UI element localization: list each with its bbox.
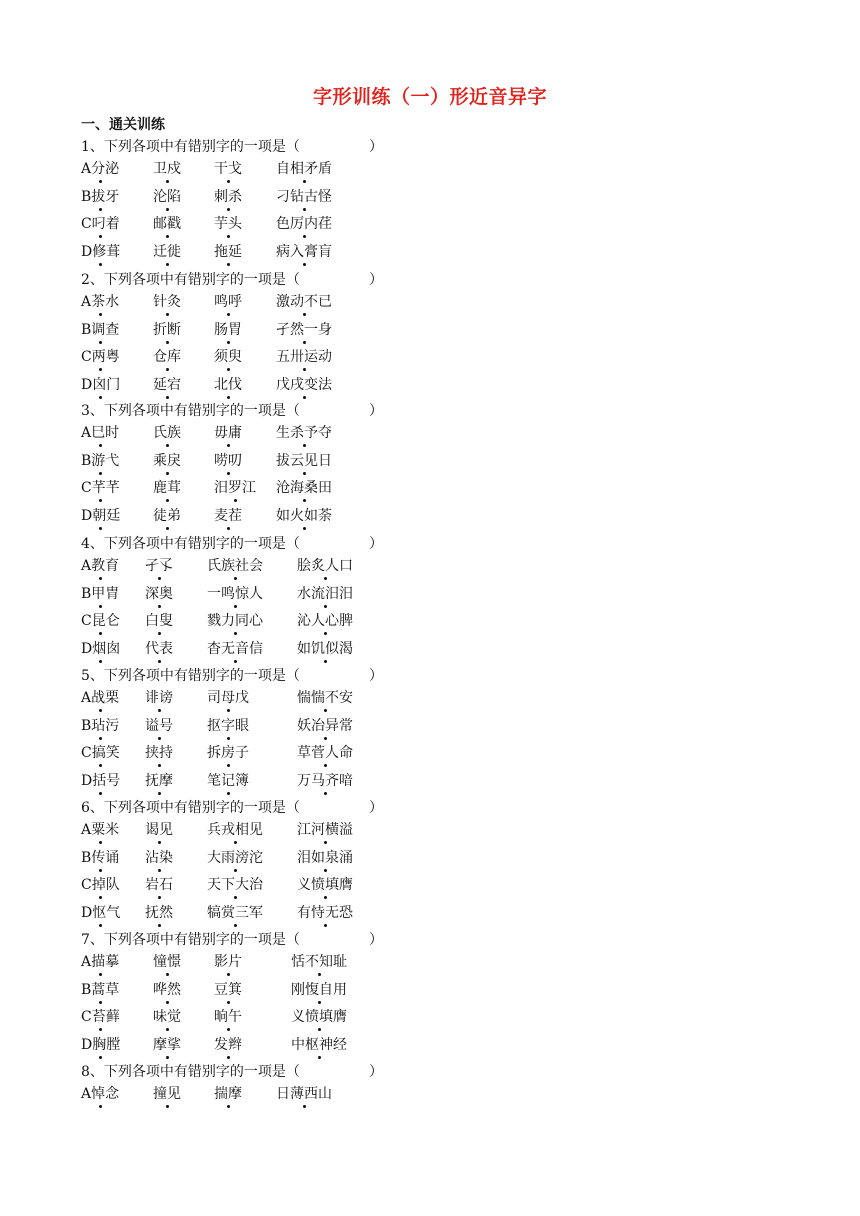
question-stem — [81, 798, 381, 818]
option-word: 有恃无恐 — [297, 902, 353, 924]
option-letter: C — [81, 349, 92, 365]
option-word: A茶水 — [81, 291, 119, 313]
option-word: 沁人心脾 — [297, 610, 353, 632]
question-text: 4、下列各项中有错别字的一项是（ — [81, 536, 300, 552]
option-letter: A — [81, 822, 92, 838]
option-letter: B — [81, 452, 92, 469]
option-word: 沦陷 — [153, 186, 181, 208]
option-word: C苔藓 — [81, 1006, 120, 1028]
option-word: B调查 — [81, 319, 119, 341]
option-letter: B — [81, 717, 92, 734]
answer-blank-close: ） — [369, 932, 383, 948]
option-letter: B — [81, 321, 92, 338]
option-word: D修葺 — [81, 241, 120, 263]
option-word: B甲胄 — [81, 583, 119, 605]
option-letter: C — [81, 1009, 92, 1025]
option-word: D胸膛 — [81, 1034, 120, 1056]
option-word: 摩挲 — [153, 1034, 181, 1056]
answer-blank-close: ） — [369, 800, 383, 816]
option-word: B蒿草 — [81, 979, 119, 1001]
question-stem — [81, 666, 381, 686]
question-stem — [81, 137, 381, 157]
option-word: 抚摩 — [145, 770, 173, 792]
option-word: A巳时 — [81, 422, 119, 444]
option-word: 兵戎相见 — [207, 819, 263, 841]
option-word: 揣摩 — [214, 1083, 242, 1105]
option-word: D怄气 — [81, 902, 120, 924]
option-letter: A — [81, 954, 92, 970]
page-title: 字形训练（一）形近音异字 — [312, 86, 547, 108]
option-word: 水流汨汨 — [297, 583, 353, 605]
option-word: 北伐 — [214, 374, 242, 396]
option-word: 草菅人命 — [297, 742, 353, 764]
option-word: A分泌 — [81, 158, 119, 180]
option-word: 哗然 — [153, 979, 181, 1001]
option-word: 恬不知耻 — [291, 951, 347, 973]
option-word: 一鸣惊人 — [207, 583, 263, 605]
option-word: 病入膏肓 — [276, 241, 332, 263]
answer-blank-close: ） — [369, 1064, 383, 1080]
option-word: 撞见 — [153, 1083, 181, 1105]
option-word: D烟囱 — [81, 638, 120, 660]
option-letter: B — [81, 585, 92, 602]
option-word: 杳无音信 — [207, 638, 263, 660]
option-letter: D — [81, 1036, 93, 1053]
option-word: C昆仑 — [81, 610, 120, 632]
question-text: 1、下列各项中有错别字的一项是（ — [81, 139, 300, 155]
option-letter: C — [81, 480, 92, 496]
option-letter: C — [81, 745, 92, 761]
question-text: 6、下列各项中有错别字的一项是（ — [81, 800, 300, 816]
option-word: B传诵 — [81, 847, 119, 869]
question-text: 7、下列各项中有错别字的一项是（ — [81, 932, 300, 948]
option-letter: A — [81, 558, 92, 574]
option-word: 卫戍 — [153, 158, 181, 180]
option-word: 妖冶异常 — [297, 715, 353, 737]
option-letter: D — [81, 243, 93, 260]
option-letter: D — [81, 772, 93, 789]
answer-blank-close: ） — [369, 272, 383, 288]
option-letter: C — [81, 877, 92, 893]
option-word: 谒见 — [145, 819, 173, 841]
option-word: 义愤填膺 — [291, 1006, 347, 1028]
option-word: C掉队 — [81, 874, 120, 896]
option-word: 色厉内荏 — [276, 213, 332, 235]
option-word: 拆房子 — [207, 742, 249, 764]
option-word: B游弋 — [81, 450, 119, 472]
option-word: 生杀予夺 — [276, 422, 332, 444]
option-word: 泪如泉涌 — [297, 847, 353, 869]
question-text: 5、下列各项中有错别字的一项是（ — [81, 668, 300, 684]
option-word: 戊戌变法 — [276, 374, 332, 396]
option-word: 豆箕 — [214, 979, 242, 1001]
option-word: A悼念 — [81, 1083, 119, 1105]
option-word: 晌午 — [214, 1006, 242, 1028]
option-word: 司母戊 — [207, 687, 249, 709]
option-word: A教育 — [81, 555, 119, 577]
option-word: 犒赏三军 — [207, 902, 263, 924]
option-letter: D — [81, 376, 93, 393]
option-letter: A — [81, 161, 92, 177]
answer-blank-close: ） — [369, 139, 383, 155]
option-letter: A — [81, 1086, 92, 1102]
option-word: 惴惴不安 — [297, 687, 353, 709]
option-letter: D — [81, 640, 93, 657]
option-word: 徒弟 — [153, 505, 181, 527]
option-word: D囟门 — [81, 374, 120, 396]
option-word: 芋头 — [214, 213, 242, 235]
option-letter: A — [81, 294, 92, 310]
option-word: 中枢神经 — [291, 1034, 347, 1056]
option-word: 江河横溢 — [297, 819, 353, 841]
option-word: 味觉 — [153, 1006, 181, 1028]
option-word: C搞笑 — [81, 742, 120, 764]
option-word: 影片 — [214, 951, 242, 973]
option-word: 迁徙 — [153, 241, 181, 263]
question-stem — [81, 930, 381, 950]
option-word: 憧憬 — [153, 951, 181, 973]
option-word: D朝廷 — [81, 505, 120, 527]
option-word: 如饥似渴 — [297, 638, 353, 660]
option-word: 邮戳 — [153, 213, 181, 235]
option-word: 须臾 — [214, 346, 242, 368]
option-word: 仓库 — [153, 346, 181, 368]
option-word: 氏族 — [153, 422, 181, 444]
option-word: 天下大治 — [207, 874, 263, 896]
option-word: 大雨滂沱 — [207, 847, 263, 869]
option-letter: B — [81, 849, 92, 866]
option-word: 刚愎自用 — [291, 979, 347, 1001]
question-text: 2、下列各项中有错别字的一项是（ — [81, 272, 300, 288]
option-word: B拔牙 — [81, 186, 119, 208]
answer-blank-close: ） — [369, 668, 383, 684]
question-stem — [81, 1062, 381, 1082]
option-word: A战栗 — [81, 687, 119, 709]
option-word: C两粤 — [81, 346, 120, 368]
option-word: 抚然 — [145, 902, 173, 924]
option-word: 孑孓 — [145, 555, 173, 577]
option-word: 诽谤 — [145, 687, 173, 709]
option-word: 挟持 — [145, 742, 173, 764]
option-word: 针灸 — [153, 291, 181, 313]
option-word: 白叟 — [145, 610, 173, 632]
option-word: 鸣呼 — [214, 291, 242, 313]
option-word: 抠字眼 — [207, 715, 249, 737]
option-word: 孑然一身 — [276, 319, 332, 341]
option-word: 义愤填膺 — [297, 874, 353, 896]
option-word: 拖延 — [214, 241, 242, 263]
option-word: C芊芊 — [81, 477, 120, 499]
option-word: B玷污 — [81, 715, 119, 737]
option-letter: A — [81, 425, 92, 441]
option-word: 麦茬 — [214, 505, 242, 527]
option-letter: C — [81, 613, 92, 629]
option-word: 谥号 — [145, 715, 173, 737]
question-stem — [81, 401, 381, 421]
option-word: 延宕 — [153, 374, 181, 396]
option-word: 刁钻古怪 — [276, 186, 332, 208]
question-stem — [81, 534, 381, 554]
section-heading: 一、通关训练 — [81, 117, 165, 133]
question-text: 3、下列各项中有错别字的一项是（ — [81, 403, 300, 419]
option-word: 刺杀 — [214, 186, 242, 208]
option-letter: D — [81, 507, 93, 524]
option-word: A描摹 — [81, 951, 119, 973]
option-word: 岩石 — [145, 874, 173, 896]
option-word: 五卅运动 — [276, 346, 332, 368]
option-word: 沧海桑田 — [276, 477, 332, 499]
question-text: 8、下列各项中有错别字的一项是（ — [81, 1064, 300, 1080]
option-letter: A — [81, 690, 92, 706]
option-word: 拔云见日 — [276, 450, 332, 472]
option-word: 折断 — [153, 319, 181, 341]
option-letter: D — [81, 904, 93, 921]
option-word: 深奥 — [145, 583, 173, 605]
option-word: 唠叨 — [214, 450, 242, 472]
option-letter: B — [81, 188, 92, 205]
answer-blank-close: ） — [369, 403, 383, 419]
option-word: 沾染 — [145, 847, 173, 869]
option-word: 戮力同心 — [207, 610, 263, 632]
answer-blank-close: ） — [369, 536, 383, 552]
option-word: 干戈 — [214, 158, 242, 180]
option-word: 自相矛盾 — [276, 158, 332, 180]
option-word: C叼着 — [81, 213, 120, 235]
option-word: 激动不已 — [276, 291, 332, 313]
option-word: 发辫 — [214, 1034, 242, 1056]
option-letter: C — [81, 216, 92, 232]
option-word: 氏族社会 — [207, 555, 263, 577]
option-word: 日薄西山 — [276, 1083, 332, 1105]
option-letter: B — [81, 981, 92, 998]
option-word: 笔记簿 — [207, 770, 249, 792]
option-word: 万马齐喑 — [297, 770, 353, 792]
option-word: 如火如荼 — [276, 505, 332, 527]
option-word: 肠胃 — [214, 319, 242, 341]
option-word: A粟米 — [81, 819, 119, 841]
question-stem — [81, 270, 381, 290]
option-word: 脍炙人口 — [297, 555, 353, 577]
option-word: 毋庸 — [214, 422, 242, 444]
option-word: 汨罗江 — [214, 477, 256, 499]
option-word: 代表 — [145, 638, 173, 660]
option-word: 乘戾 — [153, 450, 181, 472]
option-word: 鹿茸 — [153, 477, 181, 499]
option-word: D括号 — [81, 770, 120, 792]
